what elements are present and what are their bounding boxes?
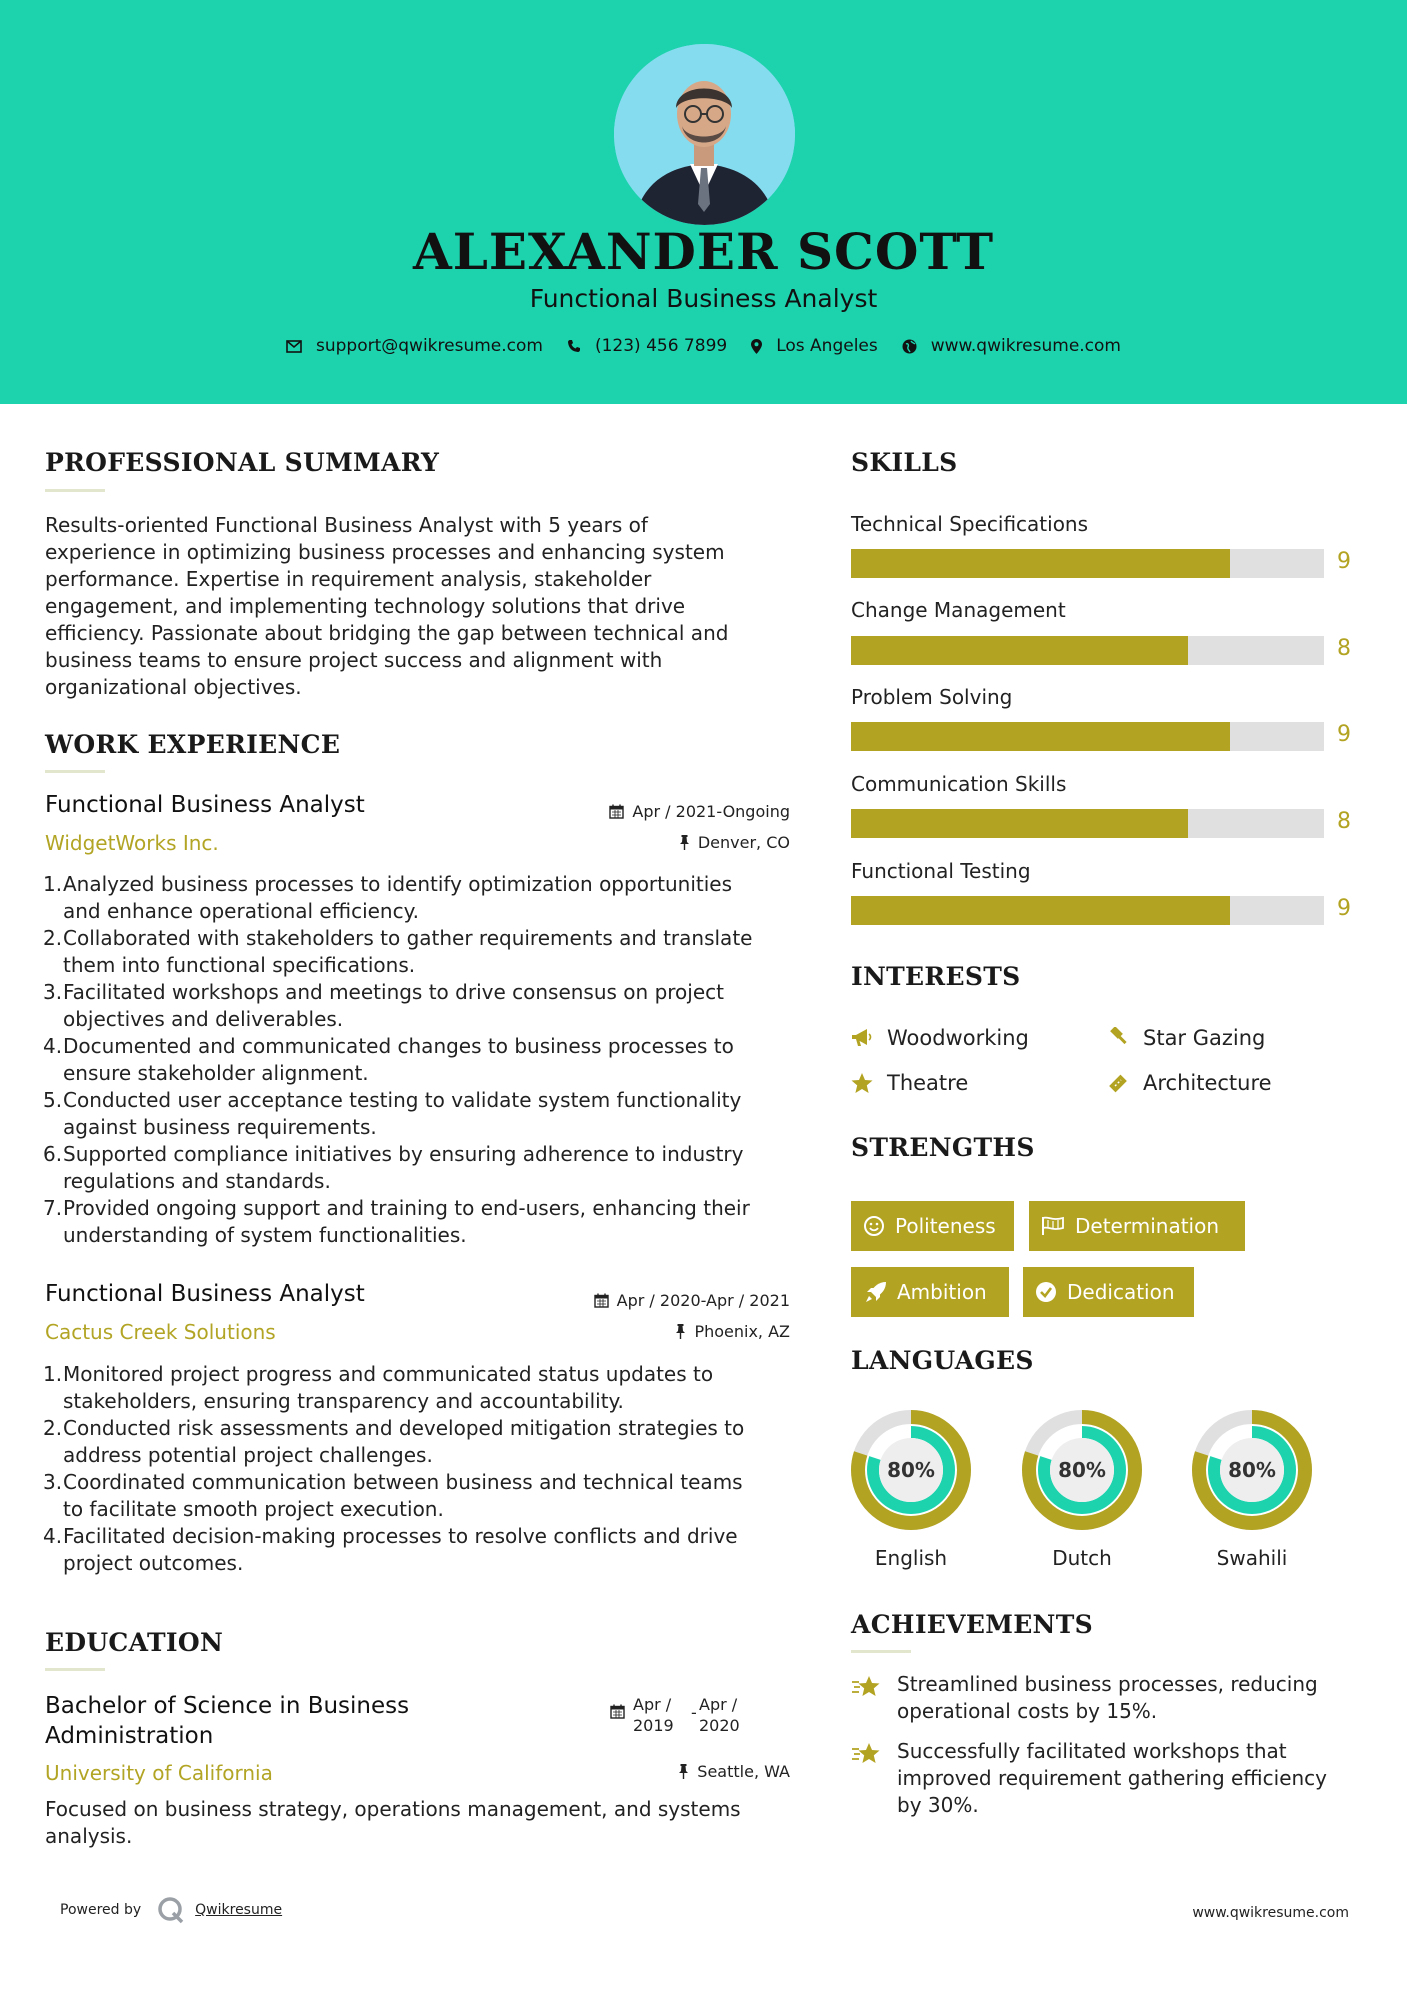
bullet-line: and enhance operational efficiency. bbox=[63, 899, 419, 923]
summary-line: performance. Expertise in requirement analysis, stakeholder bbox=[45, 567, 652, 591]
qwikresume-link[interactable]: Qwikresume bbox=[195, 1902, 283, 1918]
candidate-name: ALEXANDER SCOTT bbox=[412, 222, 995, 281]
strength-label: Politeness bbox=[895, 1214, 996, 1238]
achievement-item bbox=[851, 1671, 1371, 1725]
bullet-line: Analyzed business processes to identify optimization opportunities bbox=[63, 872, 733, 896]
school-name: University of California bbox=[45, 1761, 273, 1785]
summary-heading: PROFESSIONAL SUMMARY bbox=[45, 448, 440, 477]
candidate-title: Functional Business Analyst bbox=[529, 284, 878, 313]
job-company: WidgetWorks Inc. bbox=[45, 831, 219, 855]
bullet-line: to facilitate smooth project execution. bbox=[63, 1497, 444, 1521]
footer-website[interactable]: www.qwikresume.com bbox=[1192, 1905, 1349, 1921]
date-part: Apr / bbox=[699, 1695, 738, 1714]
calendar-icon bbox=[609, 804, 624, 819]
award-star-icon bbox=[851, 1673, 883, 1701]
job-date bbox=[540, 1291, 790, 1310]
star-icon bbox=[851, 1073, 873, 1094]
strength-badge bbox=[1029, 1201, 1245, 1251]
list-item: 6. Supported compliance initiatives by ensuring adherence to industry regulations and standards. bbox=[45, 1141, 805, 1195]
skill-fill bbox=[851, 896, 1230, 925]
bullet-line: project outcomes. bbox=[63, 1551, 244, 1575]
list-item: 3. Coordinated communication between business and technical teams to facilitate smooth project execution. bbox=[45, 1469, 805, 1523]
language-ring bbox=[1021, 1409, 1143, 1531]
bullet-line: against business requirements. bbox=[63, 1115, 377, 1139]
job-location-text: Denver, CO bbox=[697, 833, 790, 852]
education-date bbox=[610, 1694, 740, 1736]
achievement-item bbox=[851, 1738, 1371, 1819]
summary-line: efficiency. Passionate about bridging the gap between technical and bbox=[45, 621, 729, 645]
list-item: 4. Documented and communicated changes to business processes to ensure stakeholder alignment. bbox=[45, 1033, 805, 1087]
language-ring bbox=[1191, 1409, 1313, 1531]
list-item: 2. Collaborated with stakeholders to gather requirements and translate them into functional specifications. bbox=[45, 925, 805, 979]
website-text: www.qwikresume.com bbox=[930, 336, 1121, 356]
skill-value: 8 bbox=[1337, 636, 1351, 661]
bullet-line: Coordinated communication between business and technical teams bbox=[63, 1470, 743, 1494]
achievement-line: operational costs by 15%. bbox=[897, 1699, 1158, 1723]
achievement-line: Successfully facilitated workshops that bbox=[897, 1739, 1287, 1763]
skills-heading: SKILLS bbox=[851, 448, 958, 477]
list-item: 4. Facilitated decision-making processes to resolve conflicts and drive project outcomes. bbox=[45, 1523, 805, 1577]
email-text: support@qwikresume.com bbox=[316, 336, 543, 356]
achievement-text bbox=[897, 1671, 1318, 1725]
bullet-line: Conducted risk assessments and developed mitigation strategies to bbox=[63, 1416, 745, 1440]
award-star-icon bbox=[851, 1740, 883, 1768]
bullet-line: Conducted user acceptance testing to validate system functionality bbox=[63, 1088, 742, 1112]
language-percent: 80% bbox=[1058, 1458, 1106, 1482]
phone-icon bbox=[567, 339, 581, 353]
language-percent: 80% bbox=[887, 1458, 935, 1482]
interest-label: Architecture bbox=[1143, 1071, 1272, 1095]
bullet-line: Monitored project progress and communicated status updates to bbox=[63, 1362, 714, 1386]
bullet-line: address potential project challenges. bbox=[63, 1443, 433, 1467]
powered-by-text: Powered by bbox=[60, 1902, 142, 1918]
job-location bbox=[560, 833, 790, 852]
bullet-line: Facilitated workshops and meetings to drive consensus on project bbox=[63, 980, 724, 1004]
header-banner bbox=[0, 0, 1407, 404]
job-title: Functional Business Analyst bbox=[45, 1281, 365, 1307]
education-location bbox=[560, 1762, 790, 1781]
skill-label: Technical Specifications bbox=[851, 512, 1089, 536]
rocket-icon bbox=[865, 1281, 887, 1303]
achievement-text bbox=[897, 1738, 1327, 1819]
calendar-icon bbox=[610, 1704, 625, 1719]
skill-fill bbox=[851, 722, 1230, 751]
bullet-line: regulations and standards. bbox=[63, 1169, 331, 1193]
interest-label: Star Gazing bbox=[1143, 1026, 1266, 1050]
bullet-line: Facilitated decision-making processes to resolve conflicts and drive bbox=[63, 1524, 738, 1548]
education-description bbox=[45, 1796, 805, 1850]
summary-line: business teams to ensure project success and alignment with bbox=[45, 648, 663, 672]
achievement-line: by 30%. bbox=[897, 1793, 979, 1817]
skill-value: 9 bbox=[1337, 722, 1351, 747]
bullet-line: Provided ongoing support and training to end-users, enhancing their bbox=[63, 1196, 750, 1220]
envelope-icon bbox=[286, 340, 302, 353]
interest-item bbox=[851, 1071, 968, 1095]
pushpin-icon bbox=[678, 1764, 689, 1779]
skill-label: Change Management bbox=[851, 598, 1066, 622]
job-bullets bbox=[45, 1361, 805, 1577]
bullet-line: ensure stakeholder alignment. bbox=[63, 1061, 369, 1085]
skill-fill bbox=[851, 809, 1188, 838]
skill-label: Communication Skills bbox=[851, 772, 1067, 796]
list-item: 1. Monitored project progress and communicated status updates to stakeholders, ensuring transparency and accountability. bbox=[45, 1361, 805, 1415]
bullet-line: Supported compliance initiatives by ensuring adherence to industry bbox=[63, 1142, 744, 1166]
summary-divider bbox=[45, 489, 105, 492]
degree-title bbox=[45, 1691, 409, 1751]
degree-line: Administration bbox=[45, 1723, 214, 1749]
strength-badge bbox=[851, 1267, 1009, 1317]
work-heading: WORK EXPERIENCE bbox=[45, 730, 341, 759]
education-heading: EDUCATION bbox=[45, 1628, 224, 1657]
skill-fill bbox=[851, 636, 1188, 665]
flag-icon bbox=[1041, 1216, 1065, 1236]
education-date-end bbox=[699, 1694, 740, 1736]
education-date-start bbox=[633, 1694, 691, 1736]
contact-location bbox=[751, 336, 878, 356]
list-item: 7. Provided ongoing support and training to end-users, enhancing their understanding of system functionalities. bbox=[45, 1195, 805, 1249]
location-text: Los Angeles bbox=[776, 336, 878, 356]
description-line: analysis. bbox=[45, 1824, 133, 1848]
smile-icon bbox=[863, 1215, 885, 1237]
bullet-line: Collaborated with stakeholders to gather requirements and translate bbox=[63, 926, 753, 950]
interest-item bbox=[851, 1026, 1029, 1050]
calendar-icon bbox=[594, 1293, 609, 1308]
pushpin-icon bbox=[675, 1324, 686, 1339]
strength-label: Determination bbox=[1075, 1214, 1220, 1238]
strength-badge bbox=[851, 1201, 1014, 1251]
skill-value: 9 bbox=[1337, 549, 1351, 574]
interest-item bbox=[1107, 1026, 1265, 1050]
job-date-text: Apr / 2021-Ongoing bbox=[632, 802, 790, 821]
qwikresume-logo-icon bbox=[155, 1895, 185, 1925]
achievement-line: improved requirement gathering efficiency bbox=[897, 1766, 1327, 1790]
bullet-line: stakeholders, ensuring transparency and accountability. bbox=[63, 1389, 624, 1413]
bullet-line: objectives and deliverables. bbox=[63, 1007, 344, 1031]
job-location-text: Phoenix, AZ bbox=[694, 1322, 790, 1341]
education-location-text: Seattle, WA bbox=[697, 1762, 790, 1781]
gavel-icon bbox=[1107, 1027, 1129, 1049]
date-part: 2020 bbox=[699, 1716, 740, 1735]
pushpin-icon bbox=[679, 835, 690, 850]
interest-label: Theatre bbox=[887, 1071, 969, 1095]
summary-line: organizational objectives. bbox=[45, 675, 302, 699]
skill-label: Functional Testing bbox=[851, 859, 1031, 883]
job-location bbox=[560, 1322, 790, 1341]
interest-item bbox=[1107, 1071, 1272, 1095]
job-title: Functional Business Analyst bbox=[45, 792, 365, 818]
ticket-icon bbox=[1107, 1072, 1129, 1094]
interest-label: Woodworking bbox=[887, 1026, 1029, 1050]
contact-email[interactable] bbox=[286, 336, 543, 356]
date-part: 2019 bbox=[633, 1716, 674, 1735]
summary-text bbox=[45, 512, 785, 701]
language-percent: 80% bbox=[1228, 1458, 1276, 1482]
globe-icon bbox=[902, 339, 917, 354]
education-divider bbox=[45, 1668, 105, 1671]
skill-bar bbox=[851, 636, 1324, 665]
strength-badge bbox=[1023, 1267, 1194, 1317]
strengths-heading: STRENGTHS bbox=[851, 1133, 1035, 1162]
strength-label: Ambition bbox=[897, 1280, 987, 1304]
check-circle-icon bbox=[1035, 1281, 1057, 1303]
list-item: 5. Conducted user acceptance testing to validate system functionality against business requirements. bbox=[45, 1087, 805, 1141]
job-company: Cactus Creek Solutions bbox=[45, 1320, 276, 1344]
contact-website[interactable] bbox=[902, 336, 1121, 356]
achievements-divider bbox=[851, 1650, 911, 1653]
summary-line: Results-oriented Functional Business Analyst with 5 years of bbox=[45, 513, 648, 537]
date-separator: - bbox=[691, 1703, 697, 1722]
list-item: 1. Analyzed business processes to identify optimization opportunities and enhance operational efficiency. bbox=[45, 871, 805, 925]
skill-bar bbox=[851, 809, 1324, 838]
phone-text: (123) 456 7899 bbox=[594, 336, 728, 356]
job-date-text: Apr / 2020-Apr / 2021 bbox=[616, 1291, 790, 1310]
job-bullets bbox=[45, 871, 805, 1249]
list-item: 2. Conducted risk assessments and developed mitigation strategies to address potential project challenges. bbox=[45, 1415, 805, 1469]
skill-bar bbox=[851, 549, 1324, 578]
bullet-line: understanding of system functionalities. bbox=[63, 1223, 467, 1247]
languages-heading: LANGUAGES bbox=[851, 1346, 1034, 1375]
degree-line: Bachelor of Science in Business bbox=[45, 1693, 410, 1719]
summary-line: engagement, and implementing technology solutions that drive bbox=[45, 594, 686, 618]
skill-value: 8 bbox=[1337, 809, 1351, 834]
skill-bar bbox=[851, 896, 1324, 925]
skill-fill bbox=[851, 549, 1230, 578]
map-marker-icon bbox=[751, 339, 762, 354]
job-date bbox=[560, 802, 790, 821]
language-label: Swahili bbox=[1216, 1546, 1288, 1570]
megaphone-icon bbox=[851, 1028, 873, 1048]
avatar-icon bbox=[614, 44, 795, 225]
achievements-heading: ACHIEVEMENTS bbox=[851, 1610, 1093, 1639]
bullet-line: them into functional specifications. bbox=[63, 953, 416, 977]
description-line: Focused on business strategy, operations management, and systems bbox=[45, 1797, 741, 1821]
achievement-line: Streamlined business processes, reducing bbox=[897, 1672, 1318, 1696]
strength-label: Dedication bbox=[1067, 1280, 1175, 1304]
list-item: 3. Facilitated workshops and meetings to drive consensus on project objectives and deliverables. bbox=[45, 979, 805, 1033]
contact-bar bbox=[0, 336, 1407, 356]
date-part: Apr / bbox=[633, 1695, 672, 1714]
footer-powered-by bbox=[60, 1895, 282, 1925]
interests-heading: INTERESTS bbox=[851, 962, 1021, 991]
skill-bar bbox=[851, 722, 1324, 751]
skill-value: 9 bbox=[1337, 896, 1351, 921]
summary-line: experience in optimizing business processes and enhancing system bbox=[45, 540, 725, 564]
language-ring bbox=[850, 1409, 972, 1531]
work-divider bbox=[45, 770, 105, 773]
contact-phone[interactable] bbox=[567, 336, 727, 356]
language-label: Dutch bbox=[1052, 1546, 1112, 1570]
language-label: English bbox=[874, 1546, 948, 1570]
skill-label: Problem Solving bbox=[851, 685, 1013, 709]
profile-photo bbox=[614, 44, 795, 225]
bullet-line: Documented and communicated changes to business processes to bbox=[63, 1034, 734, 1058]
